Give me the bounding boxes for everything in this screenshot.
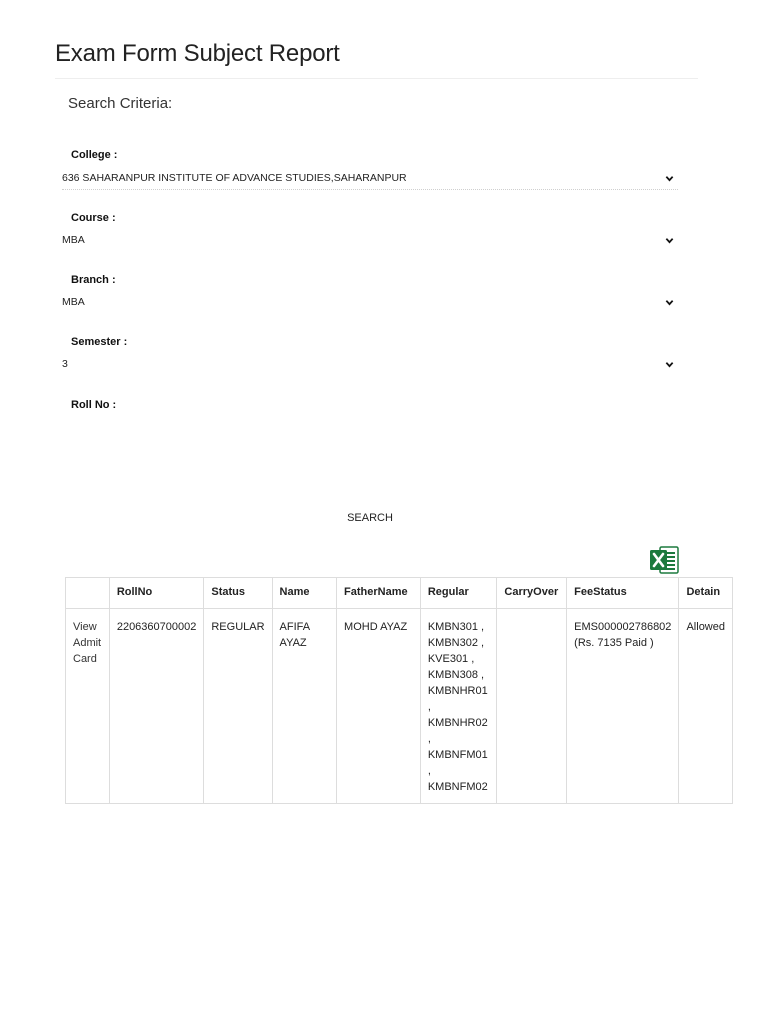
view-admit-card-link[interactable]: View Admit Card (66, 609, 110, 804)
college-select-value: 636 SAHARANPUR INSTITUTE OF ADVANCE STUDIES,SAHARANPUR (62, 172, 407, 184)
regular-code: KMBNFM02 (427, 781, 488, 793)
header-regular: Regular (420, 578, 497, 609)
regular-code: KMBN301 , (427, 621, 485, 633)
chevron-down-icon (665, 174, 674, 183)
cell-carryover (497, 609, 567, 804)
rollno-label: Roll No : (71, 399, 117, 411)
header-fathername: FatherName (337, 578, 421, 609)
regular-code: KMBNHR01 (427, 685, 488, 697)
results-table (65, 577, 733, 804)
cell-name: AFIFA AYAZ (272, 609, 336, 804)
college-label: College : (71, 149, 118, 161)
excel-icon[interactable] (649, 545, 679, 575)
branch-select-value: MBA (62, 296, 85, 308)
header-status: Status (204, 578, 272, 609)
cell-regular (420, 609, 497, 804)
branch-select[interactable] (62, 291, 678, 313)
regular-code: KMBNHR02 (427, 717, 488, 729)
search-criteria-heading: Search Criteria: (68, 95, 173, 112)
college-select[interactable] (62, 167, 678, 190)
rollno-input[interactable] (62, 418, 678, 458)
semester-select[interactable] (62, 353, 678, 375)
regular-code: KMBNFM01 (427, 749, 488, 761)
table-header-row (66, 578, 733, 609)
chevron-down-icon (665, 360, 674, 369)
regular-code: KVE301 , (427, 653, 475, 665)
header-feestatus: FeeStatus (567, 578, 679, 609)
branch-label: Branch : (71, 274, 116, 286)
header-carryover: CarryOver (497, 578, 567, 609)
page-title: Exam Form Subject Report (55, 40, 340, 67)
header-rollno: RollNo (109, 578, 204, 609)
search-button[interactable]: SEARCH (347, 512, 393, 524)
chevron-down-icon (665, 298, 674, 307)
cell-status: REGULAR (204, 609, 272, 804)
regular-code: , (427, 765, 431, 777)
title-divider (55, 78, 698, 79)
regular-code: , (427, 733, 431, 745)
course-select[interactable] (62, 229, 678, 251)
header-name: Name (272, 578, 336, 609)
cell-fathername: MOHD AYAZ (337, 609, 421, 804)
course-select-value: MBA (62, 234, 85, 246)
cell-rollno: 2206360700002 (109, 609, 204, 804)
regular-code: KMBN308 , (427, 669, 485, 681)
semester-select-value: 3 (62, 358, 68, 370)
regular-code: , (427, 701, 431, 713)
semester-label: Semester : (71, 336, 128, 348)
header-detain: Detain (679, 578, 733, 609)
chevron-down-icon (665, 236, 674, 245)
cell-detain: Allowed (679, 609, 733, 804)
course-label: Course : (71, 212, 116, 224)
table-row (66, 609, 733, 804)
cell-feestatus: EMS000002786802 (Rs. 7135 Paid ) (567, 609, 679, 804)
header-action (66, 578, 110, 609)
regular-code: KMBN302 , (427, 637, 485, 649)
